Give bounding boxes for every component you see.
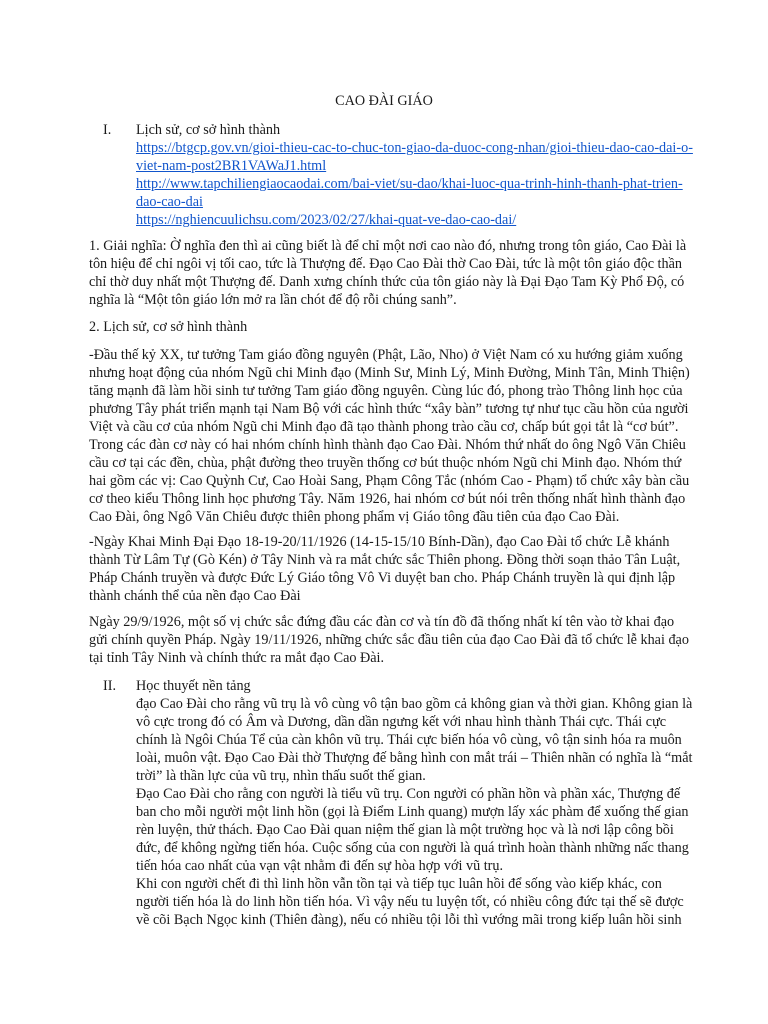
reference-link-btgcp-cont[interactable]: viet-nam-post2BR1VAWaJ1.html xyxy=(136,158,327,174)
paragraph-origins xyxy=(89,346,689,526)
text-line: thành Từ Lâm Tự (Gò Kén) ở Tây Ninh và ra mắt chức sắc Thiên phong. Đồng thời soạn thảo Tân Luật, xyxy=(89,552,681,568)
text-line: Việt và cầu cơ của nhóm Ngũ chi Minh đạo đã tạo thành phong trào cầu cơ, chấp bút gọi tắt là “cơ bút”. xyxy=(89,419,679,435)
text-line: nhưng hoạt động của nhóm Ngũ chi Minh đạo (Minh Sư, Minh Lý, Minh Đường, Minh Tân, Minh Thiện) xyxy=(89,365,690,381)
reference-link-tapchi[interactable]: http://www.tapchiliengiaocaodai.com/bai-viet/su-dao/khai-luoc-qua-trinh-hinh-thanh-phat-trien- xyxy=(136,176,683,192)
text-line: -Đầu thế kỷ XX, tư tưởng Tam giáo đồng nguyên (Phật, Lão, Nho) ở Việt Nam có xu hướng giảm xuống xyxy=(89,347,683,363)
text-line: cầu cơ tại các đền, chùa, phật đường theo truyền thống cơ bút thuộc nhóm Ngũ chi Minh đạo. Nhóm thứ xyxy=(89,455,682,471)
text-line: đạo Cao Đài cho rằng vũ trụ là vô cùng vô tận bao gồm cả không gian và thời gian. Không gian là xyxy=(136,696,693,712)
section-numeral: II. xyxy=(103,678,116,694)
text-line: loài, muôn vật. Đạo Cao Đài thờ Thượng đế bằng hình con mắt trái – Thiên nhãn có nghĩa là “mắt xyxy=(136,750,693,766)
text-line: tăng mạnh đã làm hồi sinh tư tưởng Tam giáo đồng nguyên. Cùng lúc đó, phong trào Thông linh học của xyxy=(89,383,683,399)
text-line: trời” là thần lực của vũ trụ, nhìn thấu suốt thế gian. xyxy=(136,768,426,784)
text-line: Ngày 29/9/1926, một số vị chức sắc đứng đầu các đàn cơ và tín đồ đã thống nhất kí tên vào tờ khai đạo xyxy=(89,614,675,630)
text-line: rèn luyện, thử thách. Đạo Cao Đài quan niệm thế gian là một trường học và là nơi lập công bồi xyxy=(136,822,674,838)
reference-link-btgcp[interactable]: https://btgcp.gov.vn/gioi-thieu-cac-to-chuc-ton-giao-da-duoc-cong-nhan/gioi-thieu-dao-cao-dai-o- xyxy=(136,140,693,156)
paragraph-subheading xyxy=(89,318,689,336)
text-line: nghĩa là “Một tôn giáo lớn mở ra lần chót để độ rỗi chúng sanh”. xyxy=(89,292,457,308)
text-line: cơ theo kiểu Thông linh học phương Tây. Năm 1926, hai nhóm cơ bút nói trên thống nhất hình thành đạo xyxy=(89,491,686,507)
text-line: tiến hóa cao nhất của vạn vật nhằm đi đến sự hòa hợp với vũ trụ. xyxy=(136,858,504,874)
text-line: Cao Đài, ông Ngô Văn Chiêu được thiên phong phẩm vị Giáo tông đầu tiên của đạo Cao Đài. xyxy=(89,509,620,525)
text-line: đức, để không ngừng tiến hóa. Cuộc sống của con người là quá trình hoàn thành những nấc thang xyxy=(136,840,689,856)
text-line: phương Tây phát triển mạnh tại Nam Bộ với các hình thức “xây bàn” tương tự như tục cầu hồn của người xyxy=(89,401,689,417)
text-line: vô cực trong đó có Âm và Dương, dần dần ngưng kết với nhau hình thành Thái cực. Thái cực xyxy=(136,714,667,730)
paragraph-founding xyxy=(89,533,689,605)
document-title: CAO ĐÀI GIÁO xyxy=(335,93,433,109)
reference-link-nghiencuu[interactable]: https://nghiencuulichsu.com/2023/02/27/khai-quat-ve-dao-cao-dai/ xyxy=(136,212,517,228)
reference-link-tapchi-cont[interactable]: dao-cao-dai xyxy=(136,194,203,210)
text-line: ban cho mỗi người một linh hồn (gọi là Điểm Linh quang) mượn lấy xác phàm để xuống thế gian xyxy=(136,804,689,820)
text-line: chính là Ngôi Chúa Tể của càn khôn vũ trụ. Thái cực biến hóa vô cùng, vô tận sinh hóa ra muôn xyxy=(136,732,682,748)
text-line: về cõi Bạch Ngọc kinh (Thiên đàng), nếu có nhiều tội lỗi thì vướng mãi trong kiếp luân hồi sinh xyxy=(136,912,682,928)
text-line: Đạo Cao Đài cho rằng con người là tiểu vũ trụ. Con người có phần hồn và phần xác, Thượng đế xyxy=(136,786,681,802)
section-numeral: I. xyxy=(103,122,112,138)
section-history xyxy=(103,121,693,229)
text-line: 2. Lịch sử, cơ sở hình thành xyxy=(89,319,248,335)
section-heading: Lịch sử, cơ sở hình thành xyxy=(136,122,281,138)
text-line: Khi con người chết đi thì linh hồn vẫn tồn tại và tiếp tục luân hồi để sống vào kiếp khác, con xyxy=(136,876,662,892)
text-line: tôn hiệu để chỉ ngôi vị tối cao, tức là Thượng đế. Đạo Cao Đài thờ Cao Đài, tức là một tôn giáo độc thần xyxy=(89,256,682,272)
text-line: hai gồm các vị: Cao Quỳnh Cư, Cao Hoài Sang, Phạm Công Tắc (nhóm Cao - Phạm) tổ chức xây bàn cầu xyxy=(89,473,690,489)
text-line: Pháp Chánh truyền và được Đức Lý Giáo tông Vô Vi duyệt ban cho. Pháp Chánh truyền là qui định lập xyxy=(89,570,676,586)
text-line: tại tỉnh Tây Ninh và chính thức ra mắt đạo Cao Đài. xyxy=(89,650,385,666)
paragraph-definition xyxy=(89,237,689,309)
text-line: 1. Giải nghĩa: Ờ nghĩa đen thì ai cũng biết là để chỉ một nơi cao nào đó, nhưng trong tôn giáo, Cao Đài là xyxy=(89,238,687,254)
text-line: chỉ thờ duy nhất một Thượng đế. Danh xưng chính thức của tôn giáo này là Đại Đạo Tam Kỳ Phổ Độ, có xyxy=(89,274,685,290)
text-line: gửi chính quyền Pháp. Ngày 19/11/1926, những chức sắc đầu tiên của đạo Cao Đài đã tổ chức lễ khai đạo xyxy=(89,632,689,648)
paragraph-declaration xyxy=(89,613,689,667)
section-heading: Học thuyết nền tảng xyxy=(136,678,251,694)
text-line: -Ngày Khai Minh Đại Đạo 18-19-20/11/1926 (14-15-15/10 Bính-Dần), đạo Cao Đài tổ chức Lễ khánh xyxy=(89,534,670,550)
section-doctrine xyxy=(103,677,693,929)
text-line: thành chánh thể của nền đạo Cao Đài xyxy=(89,588,301,604)
text-line: người tiến hóa là do linh hồn tiến hóa. Vì vậy nếu tu luyện tốt, có nhiều công đức tại thế sẽ được xyxy=(136,894,684,910)
text-line: Trong các đàn cơ này có hai nhóm chính hình thành đạo Cao Đài. Nhóm thứ nhất do ông Ngô Văn Chiêu xyxy=(89,437,686,453)
